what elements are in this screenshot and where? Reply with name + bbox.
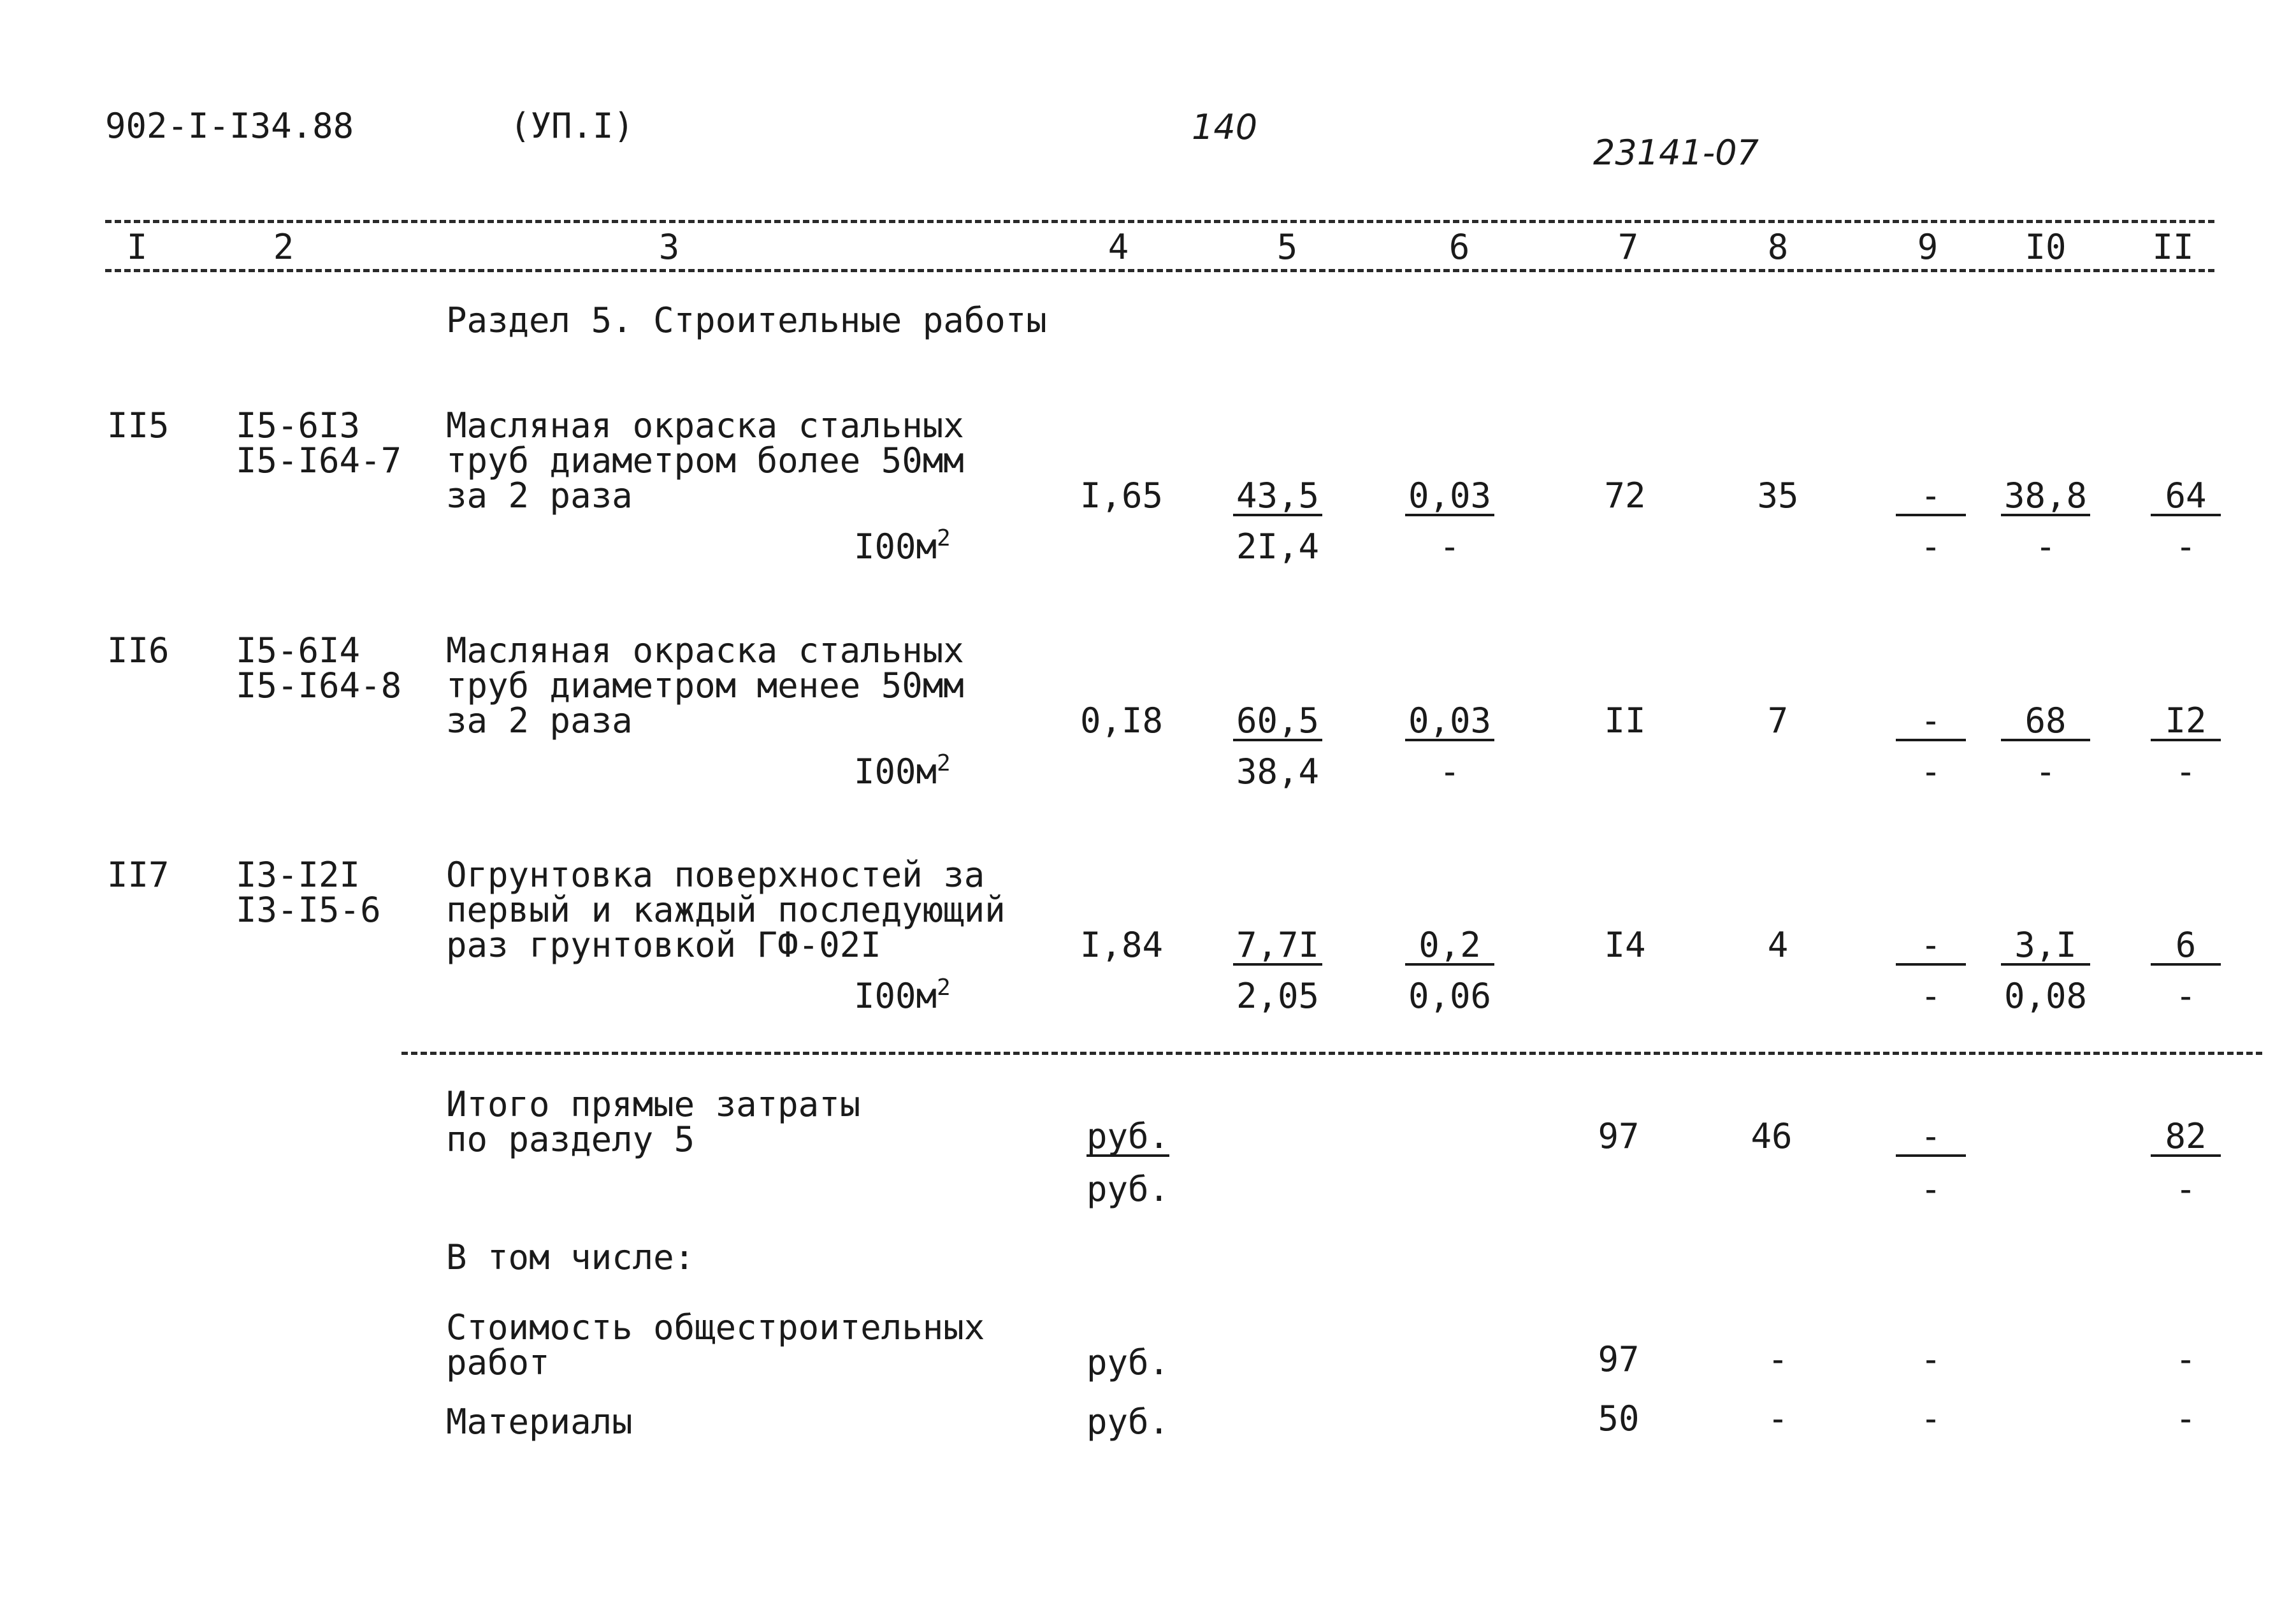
work-description: труб диаметром более 50мм bbox=[446, 440, 964, 481]
breakdown-label: Материалы bbox=[446, 1402, 633, 1442]
col9-bottom: - bbox=[1920, 751, 1942, 792]
unit-cost-bottom: 2,05 bbox=[1236, 976, 1320, 1016]
norm-code: I3-I5-6 bbox=[236, 890, 381, 930]
col9-top: - bbox=[1896, 478, 1966, 516]
column-header: 2 bbox=[273, 227, 294, 267]
col6-bottom: - bbox=[1439, 526, 1461, 567]
including-label: В том числе: bbox=[446, 1237, 695, 1277]
column-header: 9 bbox=[1917, 227, 1939, 267]
col10-top: 3,I bbox=[2001, 927, 2090, 966]
unit-cost-top: 60,5 bbox=[1233, 703, 1322, 741]
work-description: Масляная окраска стальных bbox=[446, 405, 964, 446]
breakdown-col11: - bbox=[2175, 1398, 2197, 1439]
breakdown-col9: - bbox=[1920, 1339, 1942, 1379]
unit-cost-top: 43,5 bbox=[1233, 478, 1322, 516]
breakdown-col7: 97 bbox=[1598, 1339, 1640, 1379]
work-description: за 2 раза bbox=[446, 701, 633, 741]
col8-value: 4 bbox=[1767, 925, 1789, 965]
breakdown-col9: - bbox=[1920, 1398, 1942, 1439]
album-number: (УП.I) bbox=[510, 106, 635, 146]
col6-top: 0,03 bbox=[1405, 478, 1494, 516]
col7-value: 72 bbox=[1604, 476, 1646, 516]
norm-code: I5-6I4 bbox=[236, 630, 361, 671]
col6-bottom: - bbox=[1439, 751, 1461, 792]
totals-col11-bottom: - bbox=[2175, 1169, 2197, 1209]
breakdown-label: работ bbox=[446, 1342, 550, 1383]
norm-code: I5-I64-7 bbox=[236, 440, 402, 481]
measure-unit: $I00м^2$ bbox=[854, 750, 951, 792]
col11-bottom: - bbox=[2175, 976, 2197, 1016]
work-description: труб диаметром менее 50мм bbox=[446, 665, 964, 706]
header-bottom-rule bbox=[105, 269, 2214, 272]
totals-label: Итого прямые затраты bbox=[446, 1084, 861, 1124]
work-description: раз грунтовкой ГФ-02I bbox=[446, 925, 881, 965]
column-header: 3 bbox=[658, 227, 680, 267]
column-header: I bbox=[126, 227, 148, 267]
col6-bottom: 0,06 bbox=[1408, 976, 1492, 1016]
column-header: 6 bbox=[1448, 227, 1470, 267]
col7-value: I4 bbox=[1604, 925, 1646, 965]
col10-top: 68 bbox=[2001, 703, 2090, 741]
measure-unit: $I00м^2$ bbox=[854, 525, 951, 567]
column-header: I0 bbox=[2025, 227, 2067, 267]
unit-cost-top: 7,7I bbox=[1233, 927, 1322, 966]
totals-divider bbox=[401, 1052, 2262, 1055]
totals-label: по разделу 5 bbox=[446, 1119, 695, 1159]
breakdown-unit: руб. bbox=[1087, 1342, 1170, 1383]
quantity: I,84 bbox=[1079, 925, 1164, 965]
col8-value: 7 bbox=[1767, 701, 1789, 741]
section-title: Раздел 5. Строительные работы bbox=[446, 300, 1047, 340]
column-header: II bbox=[2152, 227, 2194, 267]
col6-top: 0,03 bbox=[1405, 703, 1494, 741]
row-number: II6 bbox=[107, 630, 170, 671]
unit-cost-bottom: 38,4 bbox=[1236, 751, 1320, 792]
quantity: 0,I8 bbox=[1079, 701, 1164, 741]
column-header: 8 bbox=[1767, 227, 1789, 267]
norm-code: I5-I64-8 bbox=[236, 665, 402, 706]
col11-top: 64 bbox=[2151, 478, 2221, 516]
totals-col8: 46 bbox=[1751, 1116, 1793, 1156]
col10-bottom: - bbox=[2035, 751, 2056, 792]
col8-value: 35 bbox=[1757, 476, 1799, 516]
breakdown-col11: - bbox=[2175, 1339, 2197, 1379]
breakdown-col8: - bbox=[1767, 1339, 1789, 1379]
breakdown-label: Стоимость общестроительных bbox=[446, 1307, 985, 1347]
project-number: 23141-07 bbox=[1593, 133, 1759, 173]
norm-code: I5-6I3 bbox=[236, 405, 361, 446]
breakdown-col8: - bbox=[1767, 1398, 1789, 1439]
header-top-rule bbox=[105, 220, 2214, 223]
col9-top: - bbox=[1896, 927, 1966, 966]
totals-unit-top: руб. bbox=[1087, 1116, 1170, 1156]
col9-bottom: - bbox=[1920, 526, 1942, 567]
totals-col7: 97 bbox=[1598, 1116, 1640, 1156]
work-description: Огрунтовка поверхностей за bbox=[446, 855, 985, 895]
totals-col9-top: - bbox=[1896, 1119, 1966, 1157]
document-code: 902-I-I34.88 bbox=[105, 106, 354, 146]
row-number: II7 bbox=[107, 855, 170, 895]
quantity: I,65 bbox=[1079, 476, 1164, 516]
col10-bottom: - bbox=[2035, 526, 2056, 567]
breakdown-col7: 50 bbox=[1598, 1398, 1640, 1439]
page-number: 140 bbox=[1192, 107, 1258, 147]
breakdown-unit: руб. bbox=[1087, 1402, 1170, 1442]
totals-unit-bottom: руб. bbox=[1087, 1169, 1170, 1209]
work-description: Масляная окраска стальных bbox=[446, 630, 964, 671]
work-description: за 2 раза bbox=[446, 476, 633, 516]
norm-code: I3-I2I bbox=[236, 855, 361, 895]
col11-top: I2 bbox=[2151, 703, 2221, 741]
column-header: 7 bbox=[1617, 227, 1639, 267]
column-header: 4 bbox=[1108, 227, 1129, 267]
col11-bottom: - bbox=[2175, 751, 2197, 792]
row-number: II5 bbox=[107, 405, 170, 446]
unit-cost-bottom: 2I,4 bbox=[1236, 526, 1320, 567]
col9-bottom: - bbox=[1920, 976, 1942, 1016]
col10-top: 38,8 bbox=[2001, 478, 2090, 516]
totals-col9-bottom: - bbox=[1920, 1169, 1942, 1209]
col6-top: 0,2 bbox=[1405, 927, 1494, 966]
col7-value: II bbox=[1604, 701, 1646, 741]
col10-bottom: 0,08 bbox=[2004, 976, 2088, 1016]
totals-col11-top: 82 bbox=[2151, 1119, 2221, 1157]
col9-top: - bbox=[1896, 703, 1966, 741]
col11-bottom: - bbox=[2175, 526, 2197, 567]
measure-unit: $I00м^2$ bbox=[854, 975, 951, 1016]
col11-top: 6 bbox=[2151, 927, 2221, 966]
column-header: 5 bbox=[1276, 227, 1298, 267]
work-description: первый и каждый последующий bbox=[446, 890, 1006, 930]
